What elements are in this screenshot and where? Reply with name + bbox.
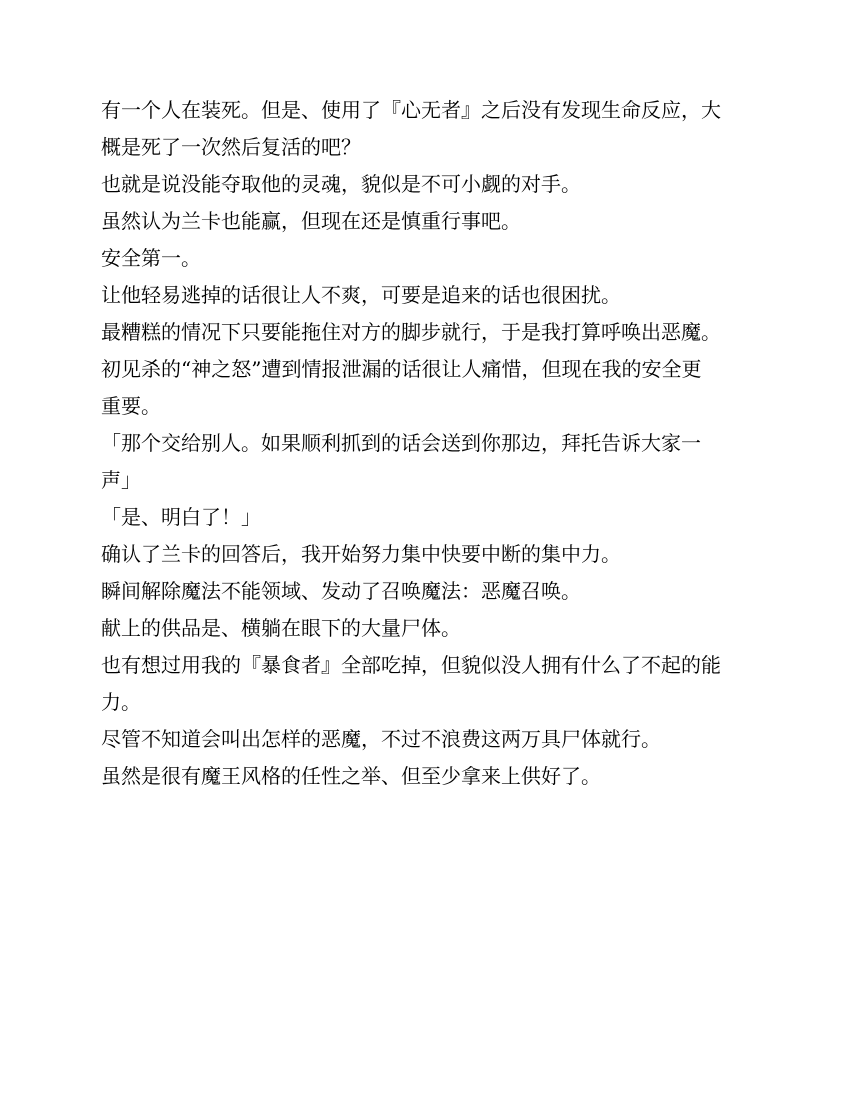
paragraph: 「是、明白了！」 — [101, 505, 261, 529]
paragraph: 最糟糕的情况下只要能拖住对方的脚步就行，于是我打算呼唤出恶魔。 — [101, 320, 721, 344]
paragraph: 确认了兰卡的回答后，我开始努力集中快要中断的集中力。 — [101, 542, 621, 566]
paragraph: 献上的供品是、横躺在眼下的大量尸体。 — [101, 616, 461, 640]
paragraph: 安全第一。 — [101, 246, 201, 270]
paragraph: 初见杀的“神之怒”遭到情报泄漏的话很让人痛惜，但现在我的安全更重要。 — [101, 357, 702, 418]
paragraph: 有一个人在装死。但是、使用了『心无者』之后没有发现生命反应，大概是死了一次然后复活的吧？ — [101, 98, 721, 159]
paragraph: 尽管不知道会叫出怎样的恶魔，不过不浪费这两万具尸体就行。 — [101, 727, 661, 751]
paragraph: 瞬间解除魔法不能领域、发动了召唤魔法：恶魔召唤。 — [101, 579, 581, 603]
paragraph: 也有想过用我的『暴食者』全部吃掉，但貌似没人拥有什么了不起的能力。 — [101, 653, 721, 714]
paragraph: 也就是说没能夺取他的灵魂，貌似是不可小觑的对手。 — [101, 172, 581, 196]
paragraph: 虽然认为兰卡也能赢，但现在还是慎重行事吧。 — [101, 209, 521, 233]
document-body — [101, 92, 721, 795]
paragraph: 虽然是很有魔王风格的任性之举、但至少拿来上供好了。 — [101, 764, 601, 788]
paragraph: 让他轻易逃掉的话很让人不爽，可要是追来的话也很困扰。 — [101, 283, 621, 307]
paragraph: 「那个交给别人。如果顺利抓到的话会送到你那边，拜托告诉大家一声」 — [101, 431, 701, 492]
